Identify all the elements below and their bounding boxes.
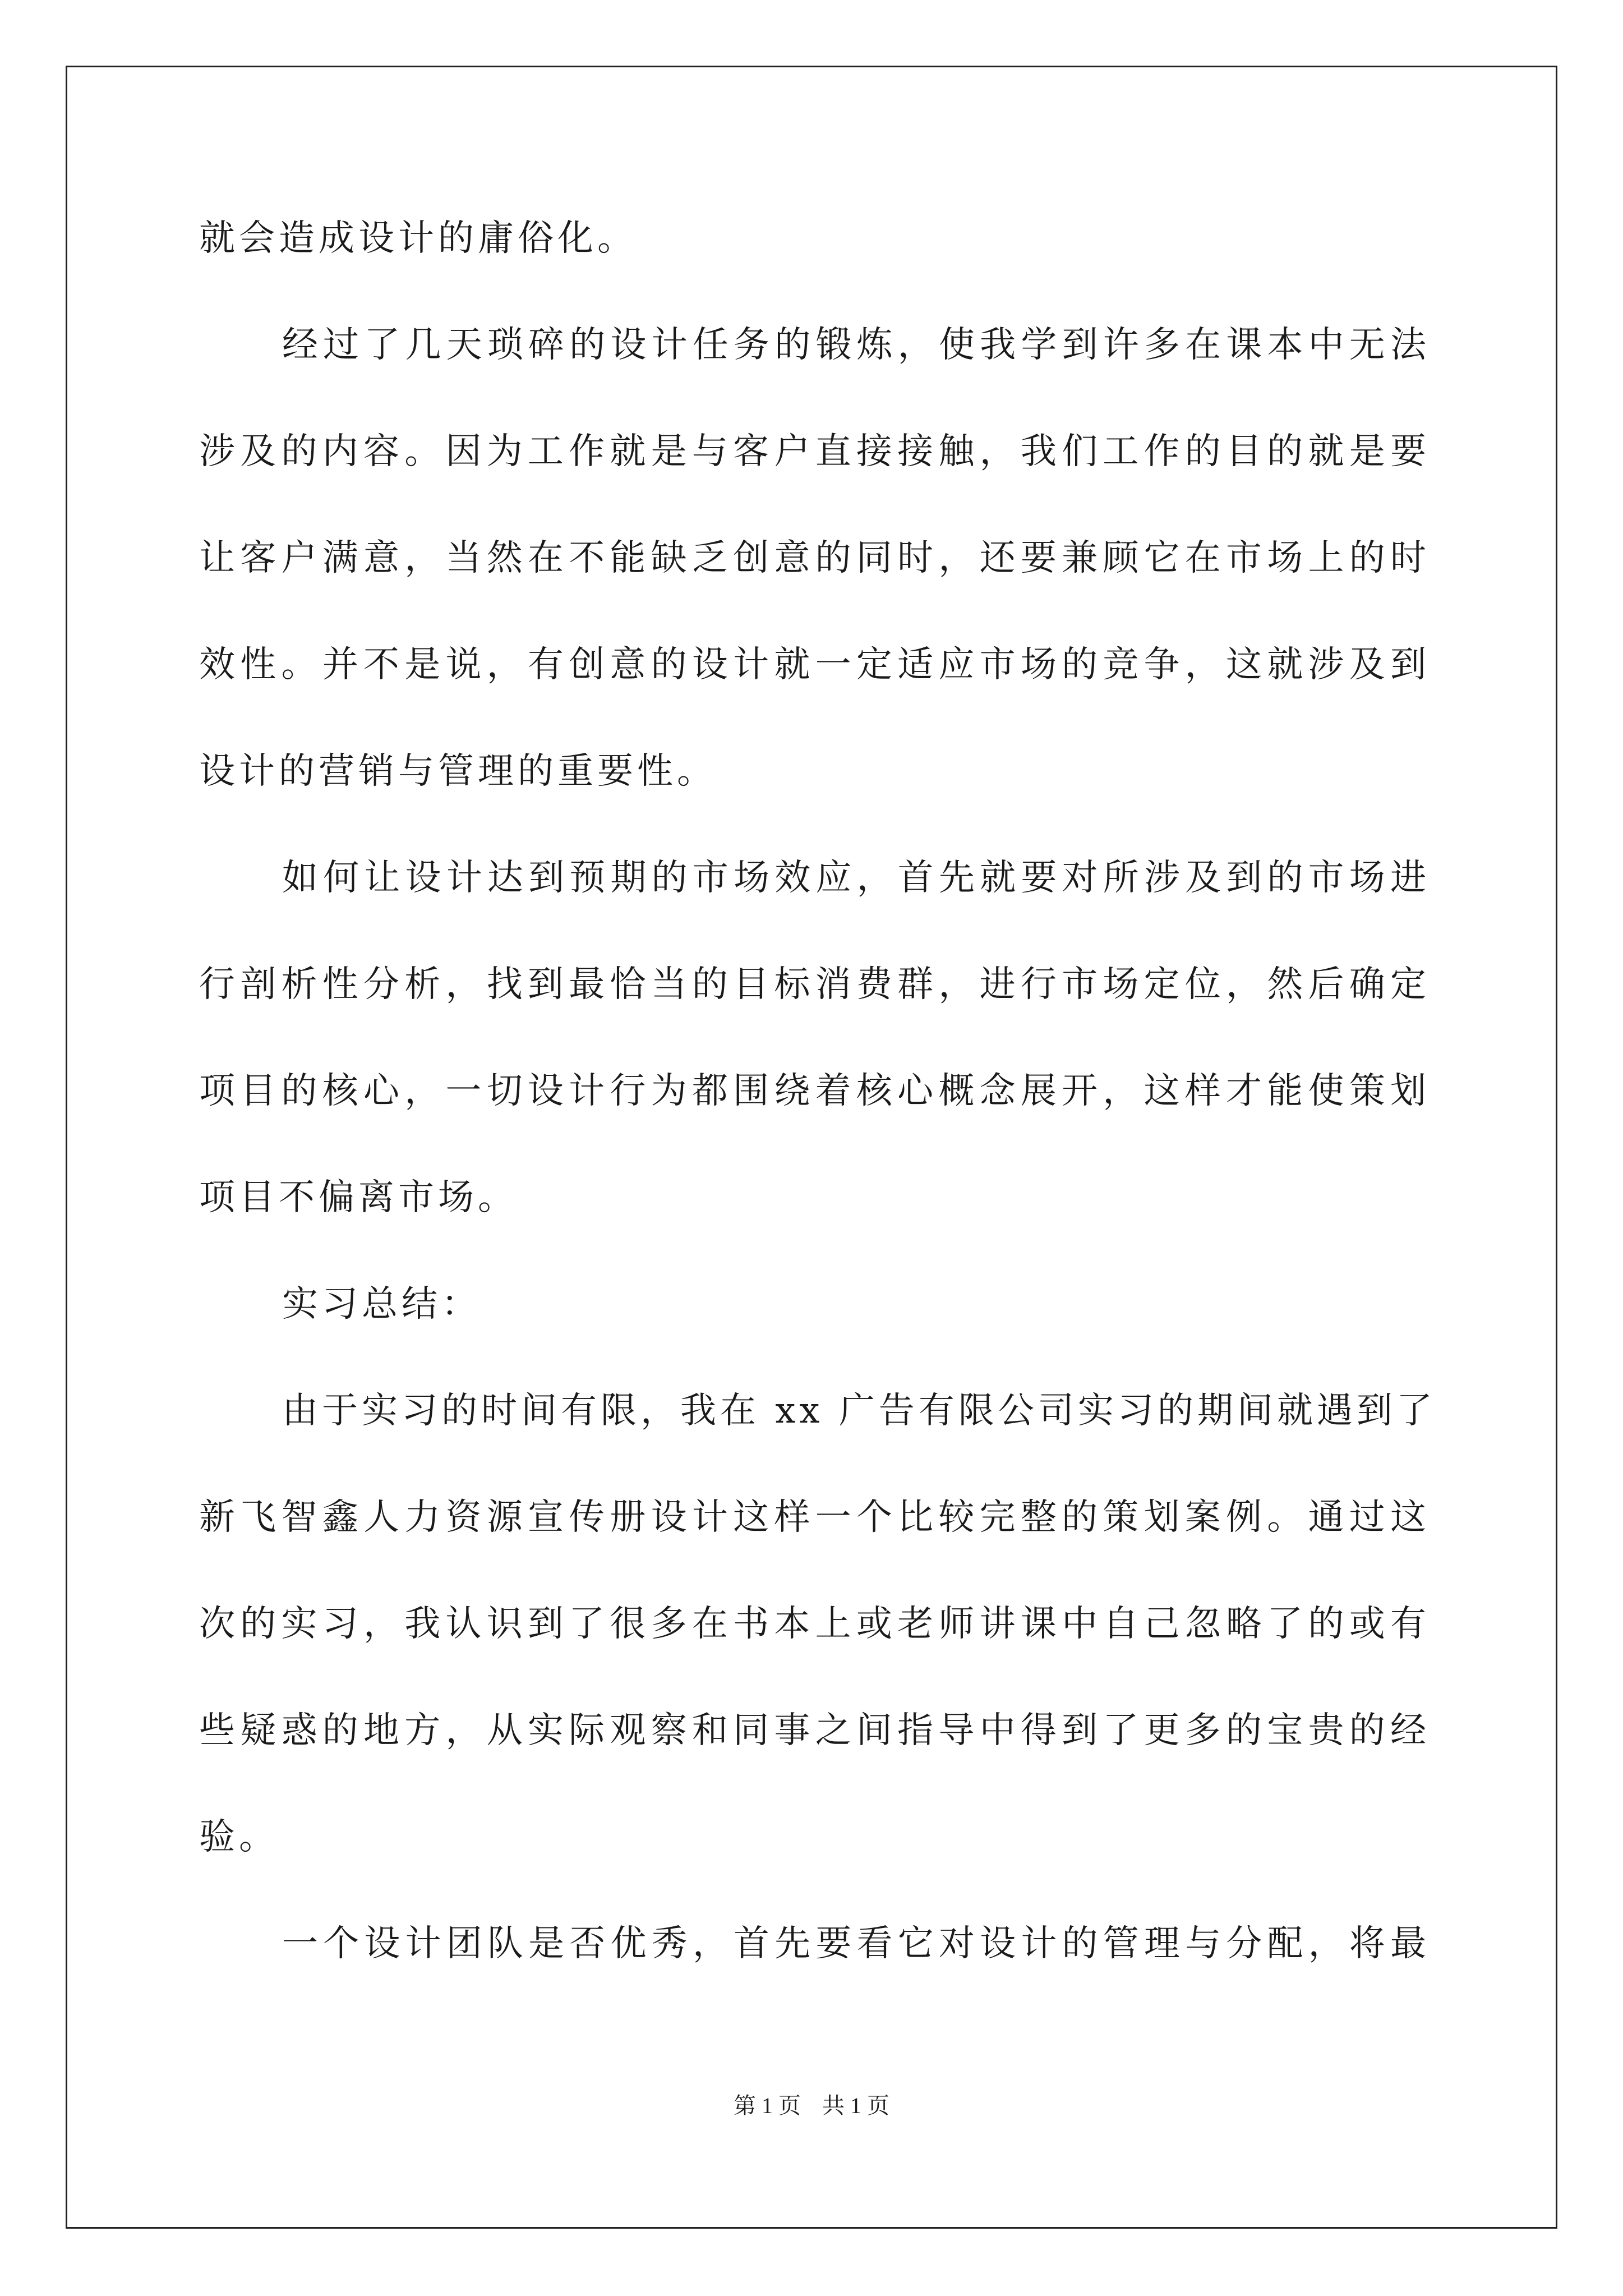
text-line: 让客户满意，当然在不能缺乏创意的同时，还要兼顾它在市场上的时 — [199, 537, 1430, 579]
text-line: 如何让设计达到预期的市场效应，首先就要对所涉及到的市场进 — [282, 857, 1430, 899]
text-line: 项目不偏离市场。 — [199, 1177, 518, 1218]
text-line: 经过了几天琐碎的设计任务的锻炼，使我学到许多在课本中无法 — [282, 324, 1430, 366]
text-line: 设计的营销与管理的重要性。 — [199, 751, 717, 792]
text-line: 新飞智鑫人力资源宣传册设计这样一个比较完整的策划案例。通过这 — [199, 1497, 1430, 1538]
text-line: 验。 — [199, 1816, 279, 1858]
document-body — [199, 205, 1436, 2017]
text-line: 些疑惑的地方，从实际观察和同事之间指导中得到了更多的宝贵的经 — [199, 1710, 1430, 1751]
text-line: 次的实习，我认识到了很多在书本上或老师讲课中自己忽略了的或有 — [199, 1603, 1430, 1645]
text-line: 由于实习的时间有限，我在 xx 广告有限公司实习的期间就遇到了 — [282, 1390, 1436, 1432]
text-line: 行剖析性分析，找到最恰当的目标消费群，进行市场定位，然后确定 — [199, 964, 1430, 1005]
page-number: 第 1 页 — [734, 2093, 801, 2118]
page-total: 共 1 页 — [822, 2093, 889, 2118]
page-footer — [0, 2088, 1623, 2120]
text-line: 就会造成设计的庸俗化。 — [199, 218, 637, 259]
text-line: 实习总结： — [282, 1283, 481, 1325]
text-line: 项目的核心，一切设计行为都围绕着核心概念展开，这样才能使策划 — [199, 1070, 1430, 1112]
text-line: 一个设计团队是否优秀，首先要看它对设计的管理与分配，将最 — [282, 1923, 1430, 1964]
text-line: 涉及的内容。因为工作就是与客户直接接触，我们工作的目的就是要 — [199, 431, 1430, 472]
text-line: 效性。并不是说，有创意的设计就一定适应市场的竞争，这就涉及到 — [199, 644, 1430, 685]
